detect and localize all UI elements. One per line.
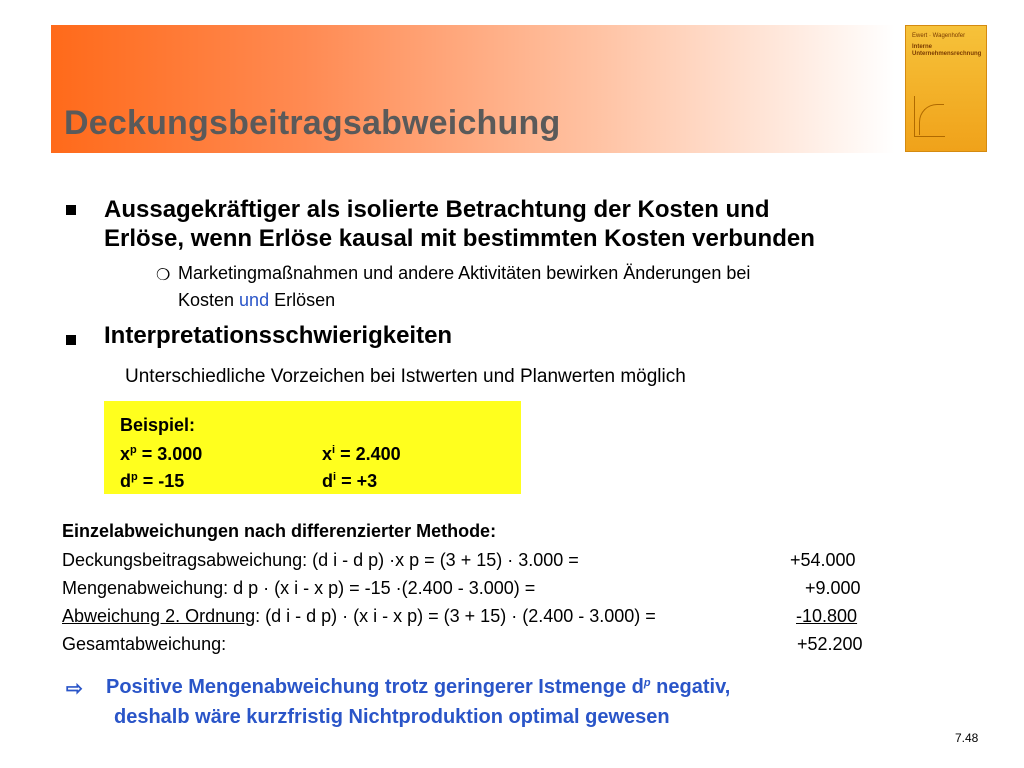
plain-text: Unterschiedliche Vorzeichen bei Istwerten und Planwerten möglich [125,366,686,387]
calc-value-2ord: -10.800 [796,606,858,626]
example-xi: $x^i = 2.400$ [322,444,401,464]
calc-row-menge: Mengenabweichung: d p · (x i - x p) = -15 ·(2.400 - 3.000) = [62,578,536,598]
example-dp: $d^p = -15$ [120,471,185,491]
conclusion-text: Positive Mengenabweichung trotz geringerer Istmenge $d^p$ negativ, deshalb wäre kurzfristig Nichtproduktion optimal gewesen [106,676,731,728]
page-number: 7.48 [955,731,979,745]
book-title: Interne Unternehmensrechnung [912,44,982,57]
calc-row-gesamt: Gesamtabweichung: [62,634,227,654]
bullet-square-icon [66,335,76,345]
highlight-und: und [239,290,270,310]
bullet-text-2: Interpretationsschwierigkeiten [104,322,453,349]
bullet-square-icon [66,205,76,215]
sub-bullet-text: Marketingmaßnahmen und andere Aktivitäten bewirken Änderungen bei Kosten und Erlösen [178,263,751,310]
arrow-right-icon: ⇨ [66,678,83,700]
example-xp: $x^p = 3.000$ [120,444,203,464]
example-heading: Beispiel: [120,415,196,435]
bullet-text-1: Aussagekräftiger als isolierte Betrachtung der Kosten und Erlöse, wenn Erlöse kausal mit bestimmten Kosten verbunden [104,196,815,252]
calc-value-menge: +9.000 [805,578,861,598]
slide-title: Deckungsbeitragsabweichung [64,104,561,142]
book-authors: Ewert · Wagenhofer [912,33,966,39]
book-cover-image [905,25,987,152]
calc-value-db: +54.000 [790,550,856,570]
hollow-circle-bullet-icon: ❍ [156,267,171,284]
example-box [104,401,521,494]
calc-heading: Einzelabweichungen nach differenzierter Methode: [62,521,497,541]
calc-row-db: Deckungsbeitragsabweichung: (d i - d p) ·x p = (3 + 15) · 3.000 = [62,550,579,570]
calc-value-gesamt: +52.200 [797,634,863,654]
example-di: $d^i = +3$ [322,471,378,491]
book-cover-graph [914,96,945,137]
calc-row-2ord: Abweichung 2. Ordnung: (d i - d p) · (x i - x p) = (3 + 15) · (2.400 - 3.000) = [62,606,656,626]
